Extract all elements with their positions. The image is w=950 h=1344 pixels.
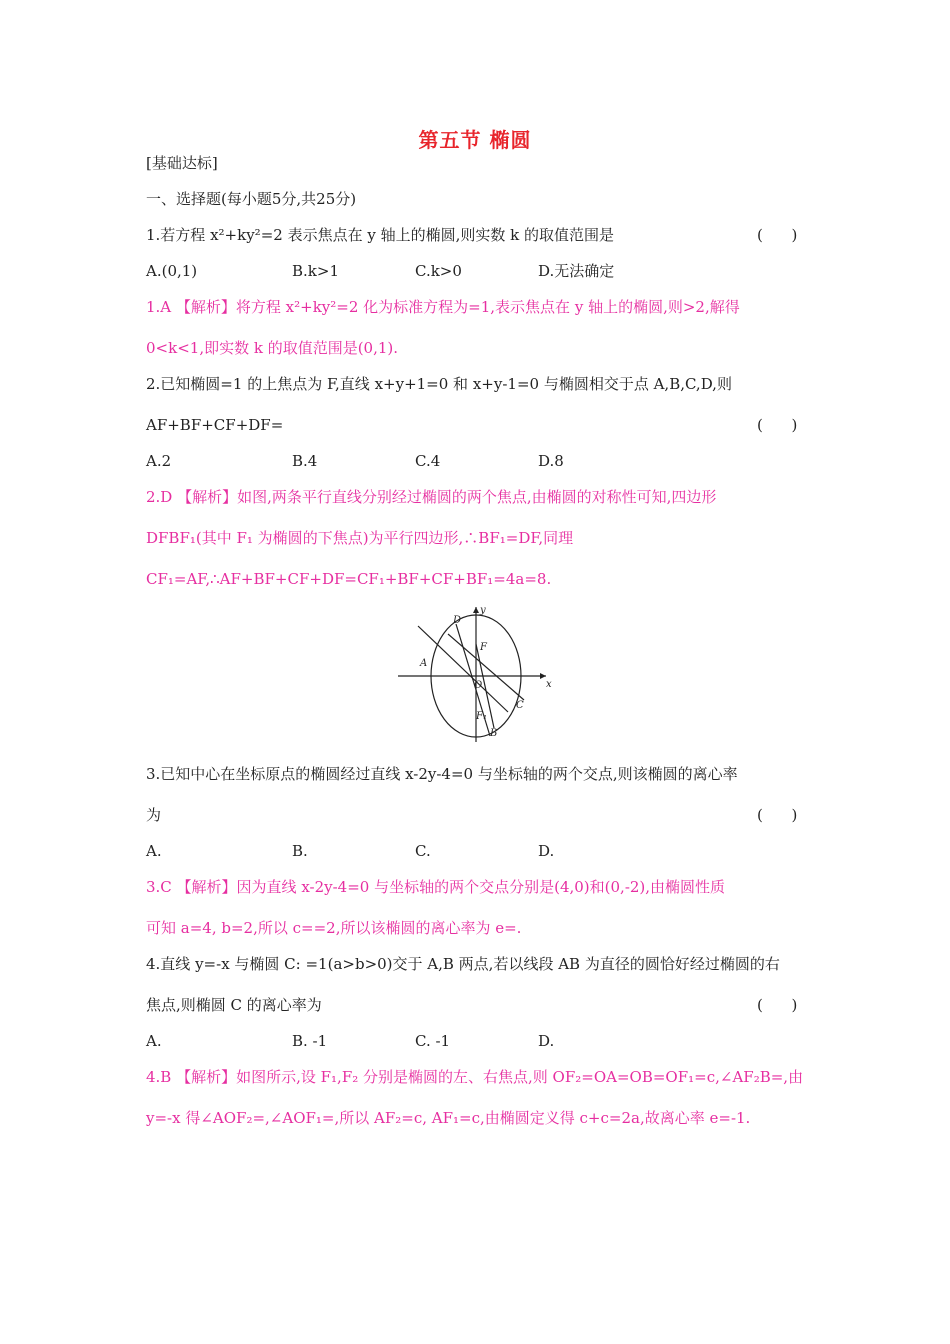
q2-solution-line-2: DFBF₁(其中 F₁ 为椭圆的下焦点)为平行四边形,∴BF₁=DF,同理 [146, 529, 574, 547]
q1-option-a: A.(0,1) [146, 262, 198, 280]
answer-blank: ( ) [757, 416, 798, 434]
q4-option-a: A. [146, 1032, 162, 1050]
label-x: x [546, 679, 552, 690]
q1-option-b: B.k>1 [292, 262, 339, 280]
q3-solution-line-2: 可知 a=4, b=2,所以 c==2,所以该椭圆的离心率为 e=. [146, 919, 522, 937]
q2-option-b: B.4 [292, 452, 318, 470]
q4-option-b: B. -1 [292, 1032, 328, 1050]
q4-option-c: C. -1 [415, 1032, 451, 1050]
question-2-stem-2: AF+BF+CF+DF= [146, 416, 284, 434]
question-4-stem-1: 4.直线 y=-x 与椭圆 C: =1(a>b>0)交于 A,B 两点,若以线段 AB 为直径的圆恰好经过椭圆的右 [146, 955, 780, 973]
q2-solution-line-1: 2.D 【解析】如图,两条平行直线分别经过椭圆的两个焦点,由椭圆的对称性可知,四边形 [146, 488, 717, 506]
question-3-stem-1: 3.已知中心在坐标原点的椭圆经过直线 x-2y-4=0 与坐标轴的两个交点,则该椭圆的离心率 [146, 765, 738, 783]
answer-blank: ( ) [757, 226, 798, 244]
q1-option-d: D.无法确定 [538, 262, 615, 280]
q4-option-d: D. [538, 1032, 555, 1050]
part-heading: 一、选择题(每小题5分,共25分) [146, 190, 357, 208]
label-o: O [474, 680, 483, 691]
section-label: [基础达标] [146, 154, 218, 172]
q2-option-d: D.8 [538, 452, 564, 470]
q4-solution-line-1: 4.B 【解析】如图所示,设 F₁,F₂ 分别是椭圆的左、右焦点,则 OF₂=OA=OB=OF₁=c,∠AF₂B=,由 [146, 1068, 804, 1086]
q3-option-d: D. [538, 842, 555, 860]
answer-blank: ( ) [757, 996, 798, 1014]
q1-solution-line-2: 0<k<1,即实数 k 的取值范围是(0,1). [146, 339, 399, 357]
question-4-stem-2: 焦点,则椭圆 C 的离心率为 [146, 996, 322, 1014]
answer-blank: ( ) [757, 806, 798, 824]
q3-solution-line-1: 3.C 【解析】因为直线 x-2y-4=0 与坐标轴的两个交点分别是(4,0)和(0,-2),由椭圆性质 [146, 878, 726, 896]
label-y: y [480, 605, 486, 616]
q1-option-c: C.k>0 [415, 262, 462, 280]
label-c: C [516, 700, 524, 711]
q2-option-c: C.4 [415, 452, 441, 470]
q1-solution-line-1: 1.A 【解析】将方程 x²+ky²=2 化为标准方程为=1,表示焦点在 y 轴上的椭圆,则>2,解得 [146, 298, 740, 316]
q4-solution-line-2: y=-x 得∠AOF₂=,∠AOF₁=,所以 AF₂=c, AF₁=c,由椭圆定义得 c+c=2a,故离心率 e=-1. [146, 1109, 751, 1127]
label-d: D [453, 615, 462, 626]
page-title: 第五节 椭圆 [418, 128, 532, 152]
q3-option-b: B. [292, 842, 308, 860]
label-f: F [480, 642, 487, 653]
label-b: B [490, 728, 498, 739]
q2-option-a: A.2 [146, 452, 172, 470]
ellipse-figure [396, 604, 556, 744]
y-axis-arrow [473, 607, 479, 613]
question-1-stem: 1.若方程 x²+ky²=2 表示焦点在 y 轴上的椭圆,则实数 k 的取值范围是 [146, 226, 614, 244]
label-a: A [420, 658, 428, 669]
question-2-stem-1: 2.已知椭圆=1 的上焦点为 F,直线 x+y+1=0 和 x+y-1=0 与椭圆相交于点 A,B,C,D,则 [146, 375, 732, 393]
q2-solution-line-3: CF₁=AF,∴AF+BF+CF+DF=CF₁+BF+CF+BF₁=4a=8. [146, 570, 552, 588]
q3-option-c: C. [415, 842, 431, 860]
q3-option-a: A. [146, 842, 162, 860]
question-3-stem-2: 为 [146, 806, 162, 824]
label-f1: F₁ [476, 711, 487, 722]
